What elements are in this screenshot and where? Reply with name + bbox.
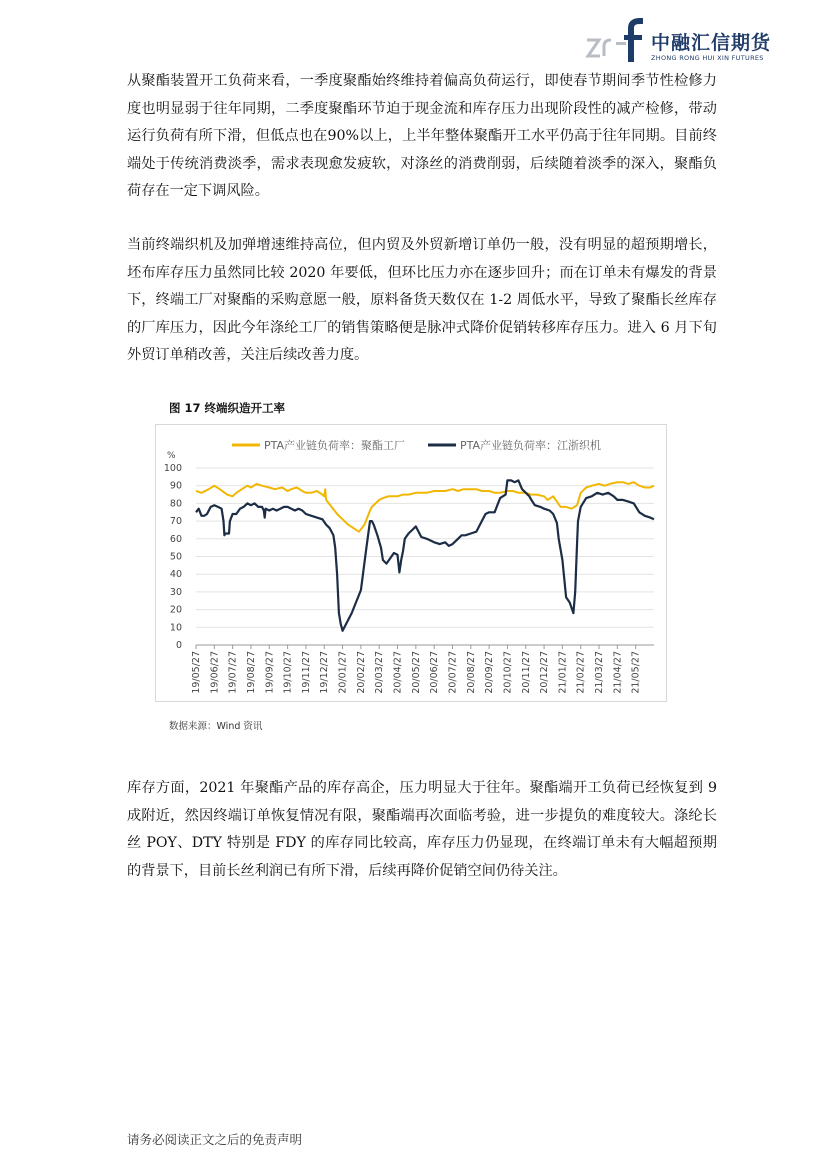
- x-tick-label: 20/12/27: [539, 651, 551, 694]
- legend-label-series-2: PTA产业链负荷率：江浙织机: [460, 439, 602, 452]
- y-tick-label: 30: [169, 586, 182, 598]
- y-tick-label: 70: [169, 516, 182, 528]
- x-tick-label: 19/11/27: [300, 651, 312, 694]
- x-tick-label: 21/01/27: [557, 651, 569, 694]
- x-tick-label: 19/10/27: [282, 651, 294, 694]
- figure-title: 图 17 终端织造开工率: [169, 401, 286, 415]
- x-tick-label: 20/08/27: [465, 651, 477, 694]
- x-tick-label: 20/02/27: [355, 651, 367, 694]
- x-tick-label: 20/07/27: [447, 651, 459, 694]
- x-tick-label: 20/05/27: [410, 651, 422, 694]
- x-tick-label: 19/06/27: [209, 651, 221, 694]
- paragraph-terminal-weaving: 当前终端织机及加弹增速维持高位，但内贸及外贸新增订单仍一般，没有明显的超预期增长，坯布库存压力虽然同比较 2020 年要低，但环比压力亦在逐步回升；而在订单未有爆发的背景下，终端工厂对聚酯的采购意愿一般，原料备货天数仅在 1-2 周低水平，导致了聚酯长丝库存的厂库压力，因此今年涤纶工厂的销售策略便是脉冲式降价促销转移库存压力。进入 6 月下旬外贸订单稍改善，关注后续改善力度。: [127, 237, 717, 364]
- company-logo: [585, 18, 780, 63]
- logo-chinese-name: 中融汇信期货: [651, 32, 772, 54]
- x-tick-label: 20/06/27: [429, 651, 441, 694]
- logo-english-name: ZHONG RONG HUI XIN FUTURES: [651, 54, 764, 62]
- line-chart-svg: [155, 424, 667, 702]
- paragraph-polyester-load: 从聚酯装置开工负荷来看，一季度聚酯始终维持着偏高负荷运行，即使春节期间季节性检修力度也明显弱于往年同期，二季度聚酯环节迫于现金流和库存压力出现阶段性的减产检修，带动运行负荷有所下滑，但低点也在90%以上，上半年整体聚酯开工水平仍高于往年同期。目前终端处于传统消费淡季，需求表现愈发疲软，对涤丝的消费削弱，后续随着淡季的深入，聚酯负荷存在一定下调风险。: [127, 73, 717, 200]
- y-tick-label: 100: [163, 463, 182, 474]
- weaving-rate-chart: [155, 424, 667, 702]
- x-tick-label: 19/09/27: [264, 651, 276, 694]
- y-tick-label: 10: [169, 622, 182, 634]
- y-tick-label: 50: [169, 551, 182, 563]
- x-tick-label: 21/02/27: [575, 651, 587, 694]
- paragraph-inventory: 库存方面，2021 年聚酯产品的库存高企，压力明显大于往年。聚酯端开工负荷已经恢复到 9 成附近，然因终端订单恢复情况有限，聚酯端再次面临考验，进一步提负的难度较大。涤纶长丝 POY、DTY 特别是 FDY 的库存同比较高，库存压力仍显现，在终端订单未有大幅超预期的背景下，目前长丝利润已有所下滑，后续再降价促销空间仍待关注。: [127, 780, 717, 879]
- x-tick-label: 21/03/27: [594, 651, 606, 694]
- x-tick-label: 19/07/27: [227, 651, 239, 694]
- y-tick-label: 20: [169, 604, 182, 616]
- y-axis-unit-label: %: [167, 451, 176, 461]
- y-tick-label: 80: [169, 498, 182, 510]
- x-tick-label: 20/11/27: [520, 651, 532, 694]
- y-tick-label: 0: [175, 640, 182, 651]
- footer-disclaimer: 请务必阅读正文之后的免责声明: [127, 1132, 303, 1147]
- y-tick-label: 40: [169, 569, 182, 581]
- y-tick-label: 90: [169, 480, 182, 492]
- x-tick-label: 20/01/27: [337, 651, 349, 694]
- legend-label-series-1: PTA产业链负荷率：聚酯工厂: [264, 439, 406, 452]
- x-tick-label: 20/03/27: [374, 651, 386, 694]
- logo-mark-icon: [585, 18, 643, 63]
- x-tick-label: 20/10/27: [502, 651, 514, 694]
- x-tick-label: 20/04/27: [392, 651, 404, 694]
- figure-source: 数据来源：Wind 资讯: [169, 721, 263, 732]
- y-tick-label: 60: [169, 533, 182, 545]
- x-tick-label: 20/09/27: [484, 651, 496, 694]
- x-tick-label: 21/05/27: [630, 651, 642, 694]
- x-tick-label: 19/05/27: [191, 651, 202, 694]
- x-tick-label: 19/12/27: [319, 651, 331, 694]
- x-tick-label: 19/08/27: [245, 651, 257, 694]
- x-tick-label: 21/04/27: [612, 651, 624, 694]
